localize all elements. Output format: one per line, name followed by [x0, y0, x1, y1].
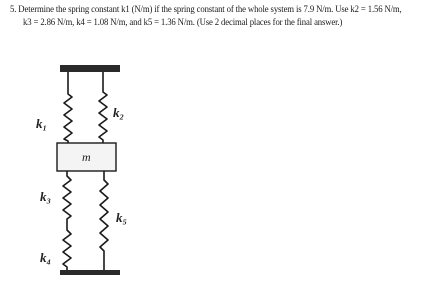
label-k4: k₄ — [40, 250, 52, 265]
spring-k4 — [63, 224, 71, 270]
spring-k5 — [100, 171, 108, 270]
spring-k3 — [63, 171, 71, 224]
ceiling-support — [60, 65, 120, 72]
label-k2: k₂ — [113, 105, 125, 120]
label-mass: m — [82, 150, 91, 164]
label-k5: k₅ — [116, 210, 128, 225]
problem-text-line-2: k3 = 2.86 N/m, k4 = 1.08 N/m, and k5 = 1.36 N/m. (Use 2 decimal places for the final answer.) — [23, 17, 343, 28]
problem-number: 5. — [10, 5, 17, 15]
problem-text-line-1: Determine the spring constant k1 (N/m) if the spring constant of the whole system is 7.9 N/m. Use k2 = 1.56 N/m, — [18, 5, 402, 15]
label-k1: k₁ — [36, 116, 48, 131]
spring-k2 — [99, 72, 107, 143]
floor-support — [60, 270, 120, 275]
label-k3: k₃ — [40, 189, 52, 204]
spring-k1 — [64, 72, 72, 143]
